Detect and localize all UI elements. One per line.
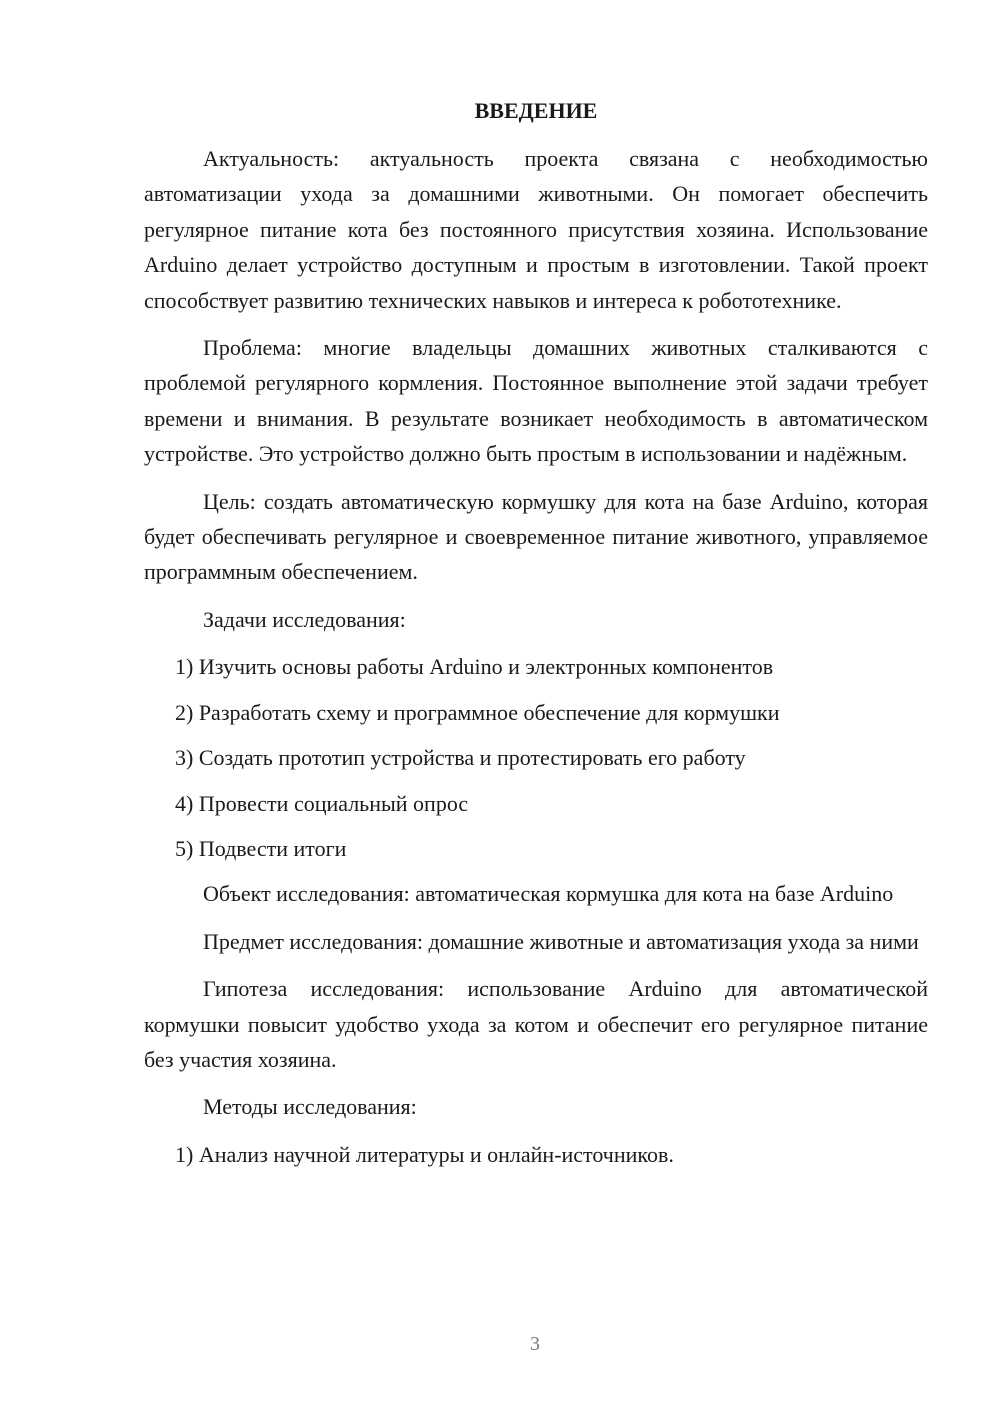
goal-paragraph: Цель: создать автоматическую кормушку для кота на базе Arduino, которая будет обеспечивать регулярное и своевременное питание животного, управляемое программным обеспечением.: [144, 488, 928, 585]
page-number: 3: [530, 1333, 540, 1355]
list-item: 5) Подвести итоги: [175, 835, 347, 861]
list-item: 1) Изучить основы работы Arduino и электронных компонентов: [175, 654, 774, 680]
relevance-paragraph: Актуальность: актуальность проекта связана с необходимостью автоматизации ухода за домашними животными. Он помогает обеспечить регулярное питание кота без постоянного присутствия хозяина. Использование Arduino делает устройство доступным и простым в изготовлении. Такой проект способствует развитию технических навыков и интереса к робототехнике.: [144, 146, 928, 313]
methods-heading: Методы исследования:: [203, 1094, 417, 1120]
list-item: 4) Провести социальный опрос: [175, 790, 469, 816]
list-item: 2) Разработать схему и программное обеспечение для кормушки: [175, 699, 780, 725]
list-item: 3) Создать прототип устройства и протестировать его работу: [175, 745, 746, 771]
section-title: ВВЕДЕНИЕ: [474, 98, 598, 123]
methods-list: [144, 1137, 928, 1172]
list-item: 1) Анализ научной литературы и онлайн-источников.: [175, 1141, 674, 1167]
object-paragraph: Объект исследования: автоматическая кормушка для кота на базе Arduino: [203, 881, 894, 907]
subject-paragraph: Предмет исследования: домашние животные и автоматизация ухода за ними: [203, 928, 919, 954]
tasks-heading: Задачи исследования:: [203, 606, 406, 632]
document-page: [144, 94, 928, 1182]
tasks-list: [144, 649, 928, 866]
hypothesis-paragraph: Гипотеза исследования: использование Arduino для автоматической кормушки повысит удобство ухода за котом и обеспечит его регулярное питание без участия хозяина.: [144, 976, 928, 1072]
problem-paragraph: Проблема: многие владельцы домашних животных сталкиваются с проблемой регулярного кормления. Постоянное выполнение этой задачи требует времени и внимания. В результате возникает необходимость в автоматическом устройстве. Это устройство должно быть простым в использовании и надёжным.: [144, 335, 928, 467]
